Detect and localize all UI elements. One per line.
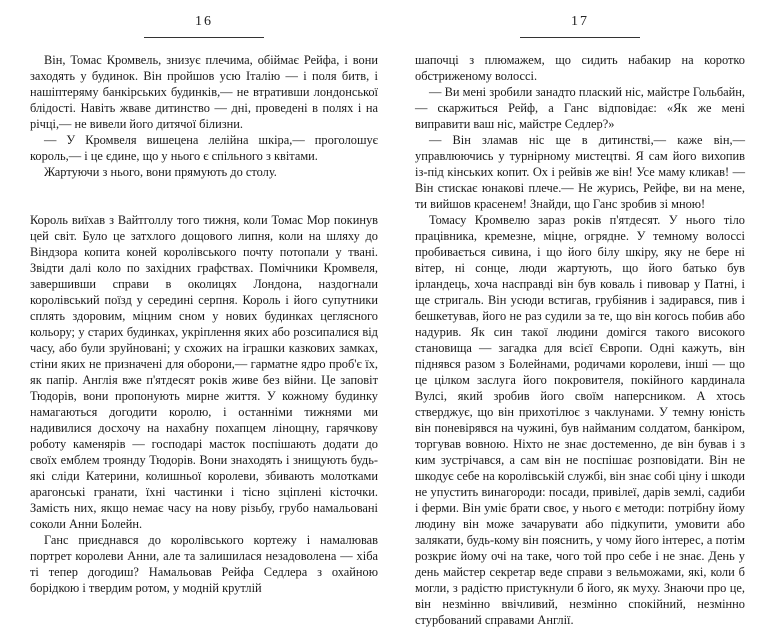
paragraph: — Ви мені зробили занадто плаский ніс, майстре Гольбайн,— скаржиться Рейф, а Ганс відповідає: «Як же мені виправити ваш ніс, майстре Седлер?» xyxy=(415,85,745,131)
paragraph: шапочці з плюмажем, що сидить набакир на коротко обстриженому волоссі. xyxy=(415,53,745,83)
left-page-header xyxy=(30,14,378,38)
paragraph: Він, Томас Кромвель, знизує плечима, обіймає Рейфа, і вони заходять у будинок. Він пройшов усю Італію — і поля битв, і нашіптеряму банкірських будинків,— не втративши лондонської блідості. Навіть жваве дитинство — дні, проведені в полях і на річці,— не вивели його дитячої білизни. xyxy=(30,53,378,131)
paragraph: Томасу Кромвелю зараз років п'ятдесят. У нього тіло працівника, кремезне, міцне, огрядне. У темному волоссі пробивається сивина, і що його білу шкіру, яку не бере ні вітер, ні сонце, люди жартують, що його батько був ірландець, хоча насправді він був коваль і пивовар у Патні, і ще стригаль. Він усюди встигав, грубіянив і задирався, пив і бешкетував, його не раз судили за те, що він когось побив або надурив. Як син такої людини домігся такого високого становища — загадка для всієї Європи. Одні кажуть, він піднявся разом з Болейнами, родичами королеви, інші — що це цілком заслуга його покровителя, покійного кардинала Вулсі, який зробив його своїм наперсником. А хтось стверджує, що він прихотілює з чаклунами. У темну юність він поневірявся на чужині, був найманим солдатом, банкіром, торгував вовною. Ніхто не знає достеменно, де він бував і з ким зустрічався, а сам він не поспішає розповідати. Він не шкодує себе на королівській службі, він знає собі ціну і шкоди не упустить винагороди: посади, привілеї, дарів землі, садиби і ферми. Він уміє брати своє, у нього є методи: потрібну йому людину він може зачарувати або підкупити, умовити або залякати, будь-кому він пояснить, у чому його інтерес, а потім розкриє йому очі на таке, чого той про себе і не знає. День у день майстер секретар веде справи з вельможами, які, коли б могли, з радістю пристукнули б його, як муху. Знаючи про це, він незмінно ввічливий, незмінно спокійний, незмінно стурбований справами Англії. xyxy=(415,213,745,627)
left-page xyxy=(30,0,378,595)
header-rule xyxy=(144,37,264,38)
right-page-text xyxy=(415,52,745,628)
paragraph: — У Кромвеля вишецена лелійна шкіра,— проголошує король,— і це єдине, що у нього є спільного з квітами. xyxy=(30,133,378,163)
right-page-header xyxy=(415,14,745,38)
paragraph: — Він зламав ніс ще в дитинстві,— каже він,— управлюючись у турнірному мистецтві. Я сам його вихопив із-під кінських копит. Ох і рейвів же він! Усе маму кликав! — Він стискає юнакові плече.— Не журись, Рейфе, ви на мене, ти вийшов красенем! Знайди, що Ганс зробив зі мною! xyxy=(415,133,745,211)
page-number: 17 xyxy=(571,14,589,29)
paragraph: Король виїхав з Вайтголлу того тижня, коли Томас Мор покинув цей світ. Було це затхлого дощового липня, коли на шляху до Віндзора копита коней королівського почту потопали у твані. Звідти далі коло по західних графствах. Помічники Кромвеля, завершивши справи в околицях Лондона, наздогнали королівський поїзд у середині серпня. Король і його супутники сплять здоровим, міцним сном у нових будинках цеглясного кольору; у старих будинках, укріплення яких або розсипалися від часу, або були зруйновані; у схожих на іграшки казкових замках, стіни яких не призначені для оборони,— гарматне ядро проб'є їх, як папір. Англія вже п'ятдесят років живе без війни. Це заповіт Тюдорів, вони пропонують мирне життя. У кожному будинку намагаються догодити королю, і останніми тижнями ми надивилися досхочу на нахабну похапцем лінощну, гарячкову роботу каменярів — господарі масток поспішають додати до своїх емблем троянду Тюдорів. Вони знаходять і знищують будь-які сліди Катерини, колишньої королеви, збивають молотками арагонські гранати, їхні частинки і тісно зціплені кісточки. Замість них, якщо немає часу на нову різьбу, грубо намальовані соколи Анни Болейн. xyxy=(30,213,378,531)
paragraph: Ганс приєднався до королівського кортежу і намалював портрет королеви Анни, але та залишилася незадоволена — хіба ті тепер догодиш? Намальовав Рейфа Седлера з охайною борідкою і твердим ротом, у модній крутлій xyxy=(30,533,378,595)
left-page-text xyxy=(30,52,378,596)
header-rule xyxy=(520,37,640,38)
right-page xyxy=(415,0,745,627)
paragraph: Жартуючи з нього, вони прямують до столу. xyxy=(44,165,277,179)
page-number: 16 xyxy=(195,14,213,29)
